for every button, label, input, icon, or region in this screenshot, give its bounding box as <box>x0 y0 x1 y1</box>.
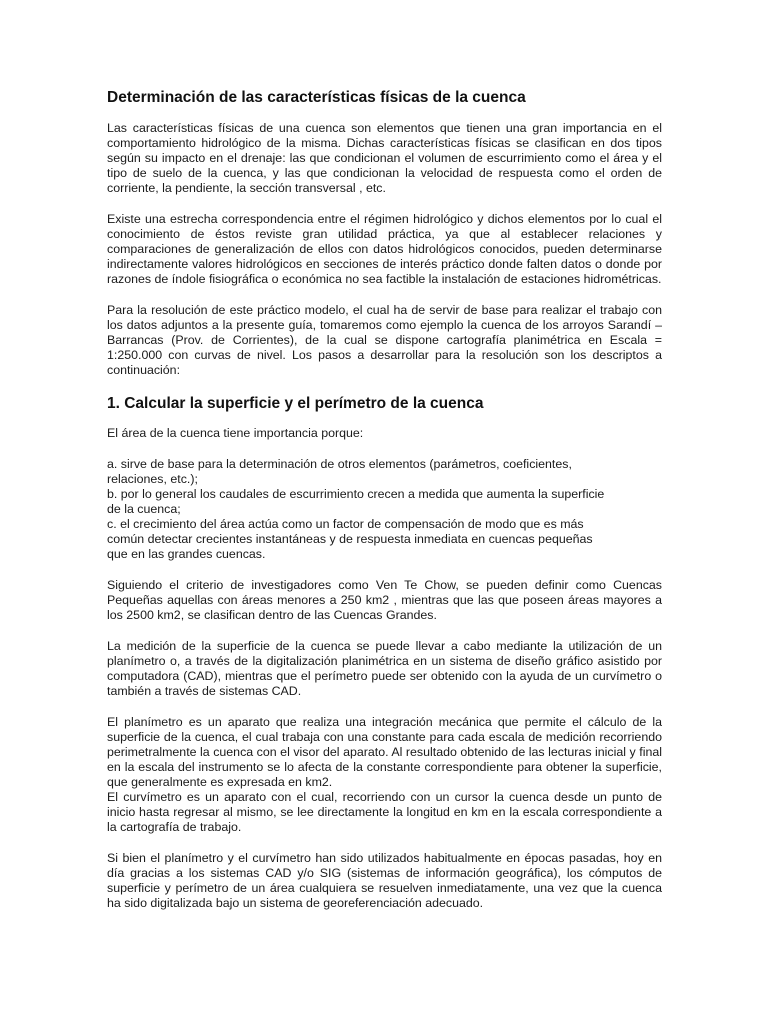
intro-paragraph-3: Para la resolución de este práctico modelo, el cual ha de servir de base para realizar el trabajo con los datos adjuntos a la presente guía, tomaremos como ejemplo la cuenca de los arroyos Sarandí – Barrancas (Prov. de Corrientes), de la cual se dispone cartografía planimétrica en Escala = 1:250.000 con curvas de nivel. Los pasos a desarrollar para la resolución son los descriptos a continuación: <box>107 303 662 377</box>
reasons-list <box>107 457 662 562</box>
ventechow-paragraph: Siguiendo el criterio de investigadores como Ven Te Chow, se pueden definir como Cuencas Pequeñas aquellas con áreas menores a 250 km2 , mientras que las que poseen áreas mayores a los 2500 km2, se clasifican dentro de las Cuencas Grandes. <box>107 578 662 622</box>
list-line: c. el crecimiento del área actúa como un factor de compensación de modo que es más <box>107 517 584 531</box>
document-page <box>107 88 662 911</box>
intro-paragraph-2: Existe una estrecha correspondencia entre el régimen hidrológico y dichos elementos por lo cual el conocimiento de éstos reviste gran utilidad práctica, ya que al establecer relaciones y comparaciones de generalización de ellos con datos hidrológicos conocidos, pueden determinarse indirectamente valores hidrológicos en secciones de interés práctico donde falten datos o donde por razones de índole fisiográfica o económica no sea factible la instalación de estaciones hidrométricas. <box>107 212 662 286</box>
list-line: b. por lo general los caudales de escurrimiento crecen a medida que aumenta la superficie <box>107 487 605 501</box>
list-line: común detectar crecientes instantáneas y de respuesta inmediata en cuencas pequeñas <box>107 532 593 546</box>
list-line: a. sirve de base para la determinación de otros elementos (parámetros, coeficientes, <box>107 457 572 471</box>
curvimetro-paragraph: El curvímetro es un aparato con el cual, recorriendo con un cursor la cuenca desde un punto de inicio hasta regresar al mismo, se lee directamente la longitud en km en la escala correspondiente a la cartografía de trabajo. <box>107 790 662 834</box>
section-1-heading: 1. Calcular la superficie y el perímetro de la cuenca <box>107 395 484 412</box>
document-title: Determinación de las características físicas de la cuenca <box>107 89 526 106</box>
section-1-lead: El área de la cuenca tiene importancia porque: <box>107 426 364 440</box>
intro-paragraph-1: Las características físicas de una cuenca son elementos que tienen una gran importancia en el comportamiento hidrológico de la misma. Dichas características físicas se clasifican en dos tipos según su impacto en el drenaje: las que condicionan el volumen de escurrimiento como el área y el tipo de suelo de la cuenca, y las que condicionan la velocidad de respuesta como el orden de corriente, la pendiente, la sección transversal , etc. <box>107 121 662 195</box>
list-line: relaciones, etc.); <box>107 472 198 486</box>
sig-paragraph: Si bien el planímetro y el curvímetro han sido utilizados habitualmente en épocas pasadas, hoy en día gracias a los sistemas CAD y/o SIG (sistemas de información geográfica), los cómputos de superficie y perímetro de un área cualquiera se resuelven inmediatamente, una vez que la cuenca ha sido digitalizada bajo un sistema de georeferenciación adecuado. <box>107 851 662 910</box>
planimetro-paragraph: El planímetro es un aparato que realiza una integración mecánica que permite el cálculo de la superficie de la cuenca, el cual trabaja con una constante para cada escala de medición recorriendo perimetralmente la cuenca con el visor del aparato. Al resultado obtenido de las lecturas inicial y final en la escala del instrumento se lo afecta de la constante correspondiente para obtener la superficie, que generalmente es expresada en km2. <box>107 715 662 789</box>
list-line: que en las grandes cuencas. <box>107 547 266 561</box>
list-line: de la cuenca; <box>107 502 181 516</box>
medicion-paragraph: La medición de la superficie de la cuenca se puede llevar a cabo mediante la utilización de un planímetro o, a través de la digitalización planimétrica en un sistema de diseño gráfico asistido por computadora (CAD), mientras que el perímetro puede ser obtenido con la ayuda de un curvímetro o también a través de sistemas CAD. <box>107 639 662 698</box>
